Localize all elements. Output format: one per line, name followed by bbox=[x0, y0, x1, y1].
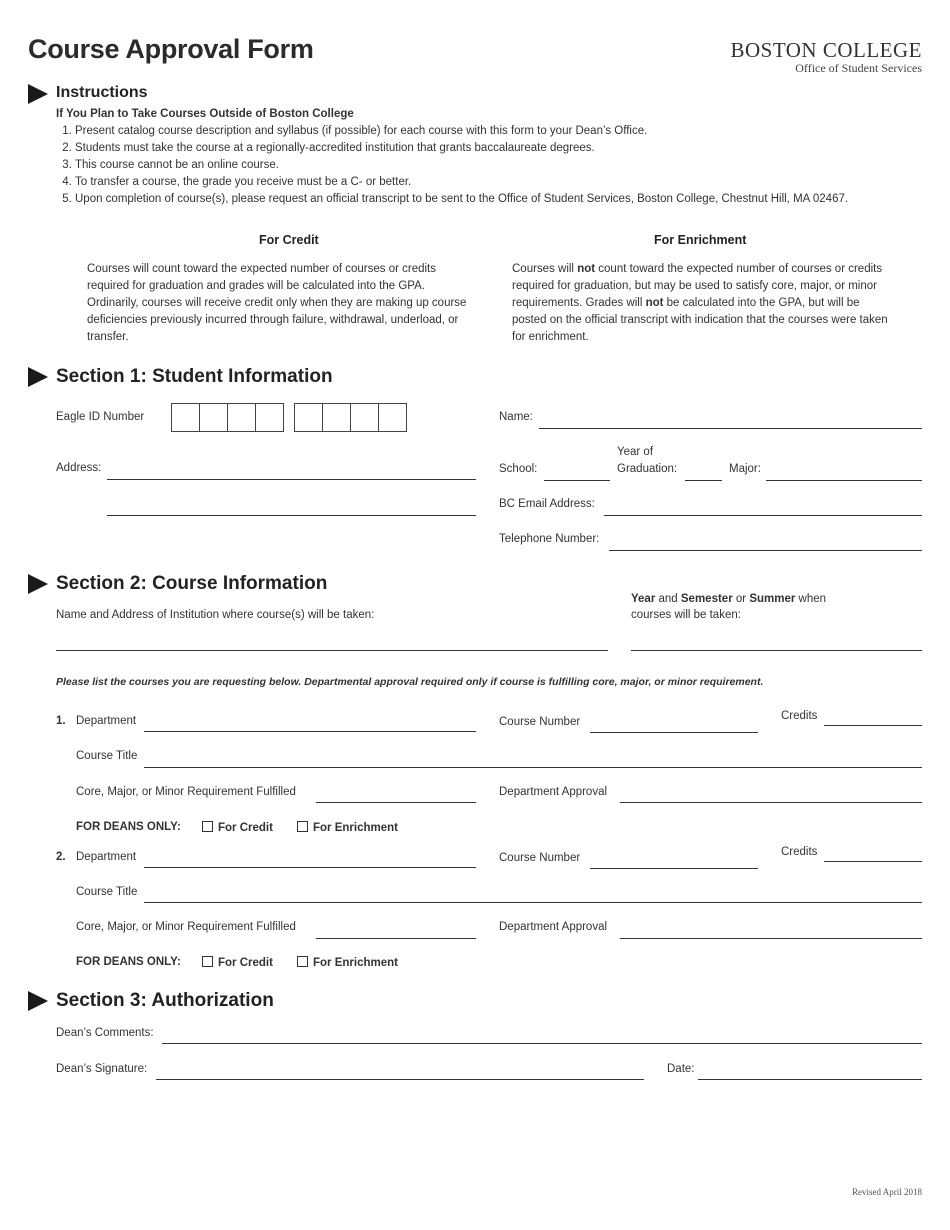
requirement-label: Core, Major, or Minor Requirement Fulfilled bbox=[76, 786, 296, 798]
phone-label: Telephone Number: bbox=[499, 533, 600, 545]
section3-heading: Section 3: Authorization bbox=[56, 990, 274, 1011]
for-enrichment-checkbox[interactable]: For Enrichment bbox=[297, 956, 398, 969]
department-approval-label: Department Approval bbox=[499, 921, 608, 933]
arrow-icon bbox=[28, 84, 48, 104]
course-number-field[interactable] bbox=[590, 868, 758, 869]
requirement-field[interactable] bbox=[316, 938, 476, 939]
email-label: BC Email Address: bbox=[499, 498, 595, 510]
term-label-line2: courses will be taken: bbox=[631, 609, 741, 621]
deans-only-label: FOR DEANS ONLY: bbox=[76, 956, 181, 968]
department-field[interactable] bbox=[144, 731, 476, 732]
deans-comments-label: Dean’s Comments: bbox=[56, 1027, 154, 1039]
department-approval-field[interactable] bbox=[620, 802, 922, 803]
instructions-heading: Instructions bbox=[56, 84, 148, 101]
eagle-id-label: Eagle ID Number bbox=[56, 411, 145, 423]
credits-label: Credits bbox=[781, 846, 818, 858]
major-field[interactable] bbox=[766, 480, 922, 481]
address-field-line-2[interactable] bbox=[107, 515, 476, 516]
department-field[interactable] bbox=[144, 867, 476, 868]
revised-date: Revised April 2018 bbox=[852, 1187, 922, 1197]
department-label: Department bbox=[76, 851, 137, 863]
deans-signature-label: Dean’s Signature: bbox=[56, 1063, 148, 1075]
eagle-id-input-group-2[interactable] bbox=[294, 403, 407, 432]
page-title: Course Approval Form bbox=[28, 34, 314, 64]
for-enrichment-checkbox[interactable]: For Enrichment bbox=[297, 821, 398, 834]
date-field[interactable] bbox=[698, 1079, 922, 1080]
department-approval-field[interactable] bbox=[620, 938, 922, 939]
address-field-line-1[interactable] bbox=[107, 479, 476, 480]
course-number-index: 2. bbox=[56, 851, 66, 863]
for-enrichment-text: Courses will not count toward the expected number of courses or credits required for graduation, but may be used to satisfy core, major, or minor requirements. Grades will not be calculated into the GPA, but will be posted on the official transcript with indication that the courses were taken for enrichment. bbox=[512, 263, 888, 343]
requirement-field[interactable] bbox=[316, 802, 476, 803]
section2-heading: Section 2: Course Information bbox=[56, 573, 328, 594]
arrow-icon bbox=[28, 367, 48, 387]
course-title-label: Course Title bbox=[76, 750, 138, 762]
checkbox-icon[interactable] bbox=[297, 821, 308, 832]
name-label: Name: bbox=[499, 411, 533, 423]
phone-field[interactable] bbox=[609, 550, 922, 551]
for-enrichment-heading: For Enrichment bbox=[654, 233, 747, 247]
course-number-field[interactable] bbox=[590, 732, 758, 733]
section1-heading: Section 1: Student Information bbox=[56, 366, 333, 387]
instruction-item: 4. To transfer a course, the grade you receive must be a C- or better. bbox=[75, 174, 848, 191]
course-number-label: Course Number bbox=[499, 716, 581, 728]
instructions-list bbox=[55, 123, 848, 208]
courses-note: Please list the courses you are requesting below. Departmental approval required only if course is fulfilling core, major, or minor requirement. bbox=[56, 676, 764, 688]
department-label: Department bbox=[76, 715, 137, 727]
arrow-icon bbox=[28, 991, 48, 1011]
instruction-item: 3. This course cannot be an online course. bbox=[75, 157, 848, 174]
checkbox-icon[interactable] bbox=[297, 956, 308, 967]
institution-name: BOSTON COLLEGE bbox=[730, 38, 922, 62]
major-label: Major: bbox=[729, 463, 761, 475]
course-number-index: 1. bbox=[56, 715, 66, 727]
course-number-label: Course Number bbox=[499, 852, 581, 864]
checkbox-icon[interactable] bbox=[202, 821, 213, 832]
for-credit-text: Courses will count toward the expected number of courses or credits required for graduation and grades will be calculated into the GPA. Ordinarily, courses will receive credit only when they are making up course deficiencies previously incurred through failure, withdrawal, underload, or transfer. bbox=[87, 263, 467, 343]
course-title-field[interactable] bbox=[144, 767, 922, 768]
office-name: Office of Student Services bbox=[795, 61, 922, 75]
year-of-label: Year of bbox=[617, 446, 654, 458]
credits-field[interactable] bbox=[824, 861, 922, 862]
graduation-year-field[interactable] bbox=[685, 480, 722, 481]
instruction-item: 2. Students must take the course at a regionally-accredited institution that grants baccalaureate degrees. bbox=[75, 140, 848, 157]
credits-field[interactable] bbox=[824, 725, 922, 726]
for-credit-heading: For Credit bbox=[259, 233, 319, 247]
for-credit-checkbox[interactable]: For Credit bbox=[202, 821, 273, 834]
institution-label: Name and Address of Institution where course(s) will be taken: bbox=[56, 609, 375, 621]
deans-signature-field[interactable] bbox=[156, 1079, 644, 1080]
school-label: School: bbox=[499, 463, 538, 475]
department-approval-label: Department Approval bbox=[499, 786, 608, 798]
deans-only-label: FOR DEANS ONLY: bbox=[76, 821, 181, 833]
school-field[interactable] bbox=[544, 480, 610, 481]
term-field[interactable] bbox=[631, 650, 922, 651]
eagle-id-input-group-1[interactable] bbox=[171, 403, 284, 432]
term-label: Year and Semester or Summer when bbox=[631, 593, 827, 605]
instruction-item: 5. Upon completion of course(s), please request an official transcript to be sent to the Office of Student Services, Boston College, Chestnut Hill, MA 02467. bbox=[75, 191, 848, 208]
for-credit-checkbox[interactable]: For Credit bbox=[202, 956, 273, 969]
email-field[interactable] bbox=[604, 515, 922, 516]
checkbox-icon[interactable] bbox=[202, 956, 213, 967]
instructions-subheading: If You Plan to Take Courses Outside of Boston College bbox=[56, 108, 354, 120]
course-title-field[interactable] bbox=[144, 902, 922, 903]
credits-label: Credits bbox=[781, 710, 818, 722]
deans-comments-field[interactable] bbox=[162, 1043, 922, 1044]
graduation-label: Graduation: bbox=[617, 463, 678, 475]
course-title-label: Course Title bbox=[76, 886, 138, 898]
name-field[interactable] bbox=[539, 428, 922, 429]
arrow-icon bbox=[28, 574, 48, 594]
address-label: Address: bbox=[56, 462, 102, 474]
institution-field[interactable] bbox=[56, 650, 608, 651]
instruction-item: 1. Present catalog course description and syllabus (if possible) for each course with this form to your Dean’s Office. bbox=[75, 123, 848, 140]
date-label: Date: bbox=[667, 1063, 695, 1075]
requirement-label: Core, Major, or Minor Requirement Fulfilled bbox=[76, 921, 296, 933]
